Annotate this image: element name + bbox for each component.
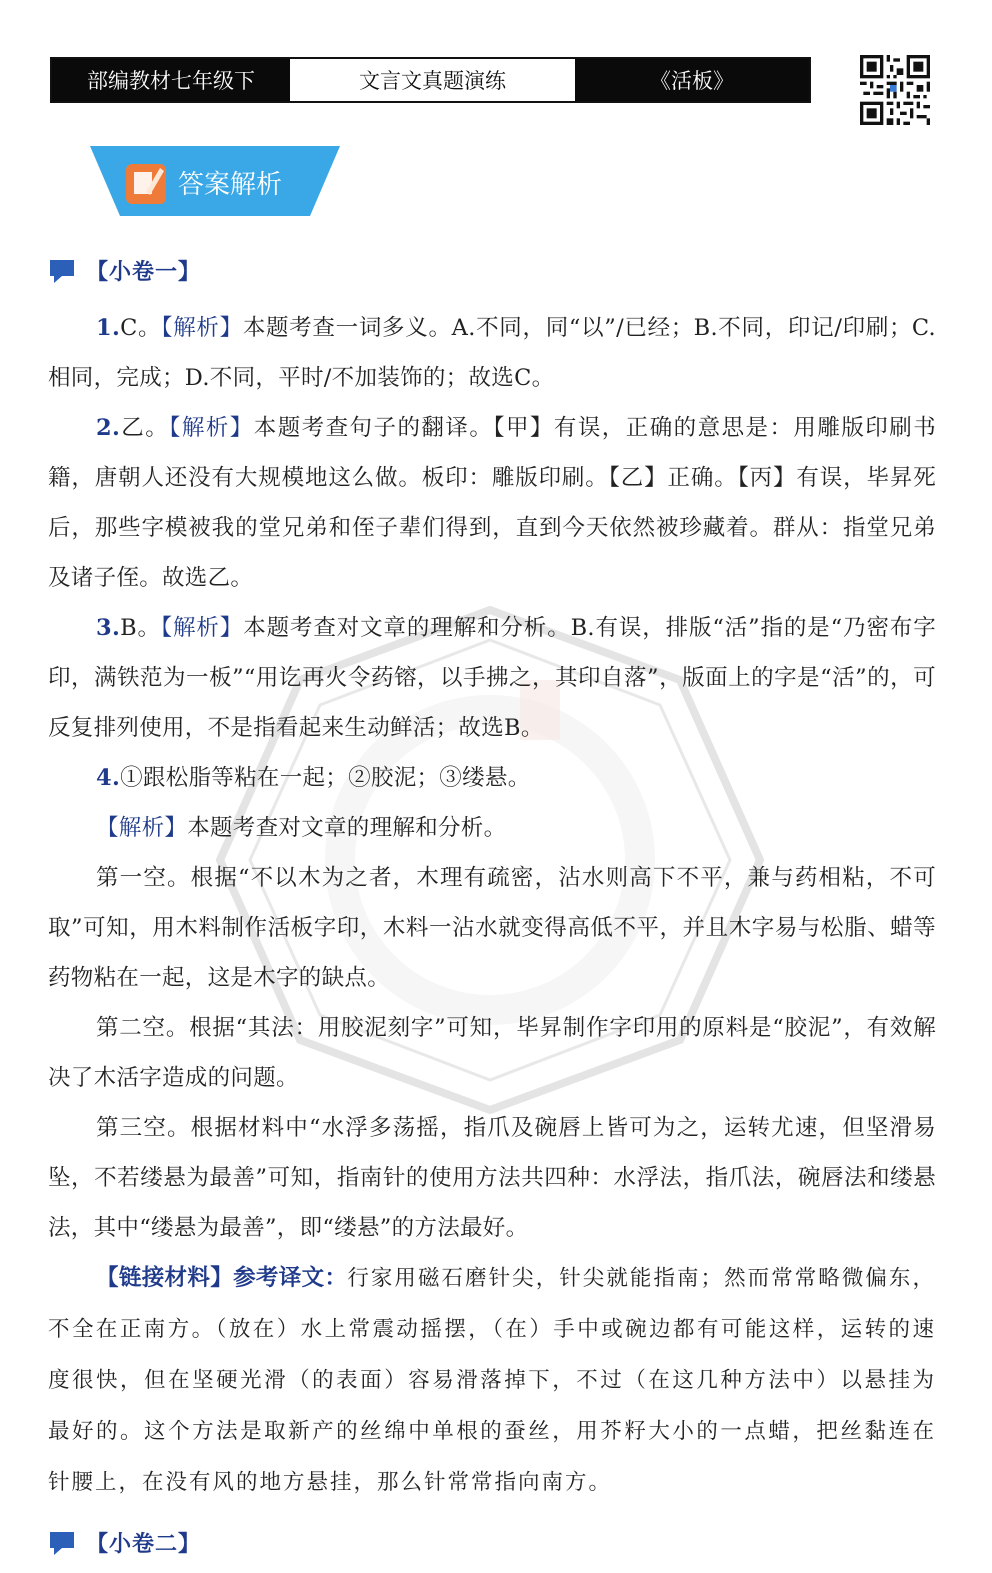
section-heading-1 (48, 255, 201, 286)
q3-number: 3. (96, 615, 121, 641)
chat-bubble-icon (48, 258, 80, 284)
header-bar (50, 57, 811, 103)
q4-text: 本题考查对文章的理解和分析。 (187, 815, 507, 841)
header-grade: 部编教材七年级下 (52, 59, 290, 101)
q1-number: 1. (96, 315, 121, 341)
q3-text: 本题考查对文章的理解和分析。B.有误，排版“活”指的是“乃密布字印，满铁范为一板”“用讫再火令药镕，以手拂之，其印自落”，版面上的字是“活”的，可反复排列使用，不是指看起来生动鲜活；故选B。 (48, 615, 937, 741)
q3-answer: B。 (120, 615, 161, 641)
q2-text: 本题考查句子的翻译。【甲】有误，正确的意思是：用雕版印刷书籍，唐朝人还没有大规模地这么做。板印：雕版印刷。【乙】正确。【丙】有误，毕昇死后，那些字模被我的堂兄弟和侄子辈们得到，直到今天依然被珍藏着。群从：指堂兄弟及诸子侄。故选乙。 (48, 415, 936, 591)
link-tag: 【链接材料】参考译文： (96, 1265, 348, 1291)
link-material (48, 1253, 936, 1508)
question-3 (48, 603, 936, 753)
q4-blank-3: 第三空。根据材料中“水浮多荡摇，指爪及碗唇上皆可为之，运转尤速，但坚滑易坠，不若缕悬为最善”可知，指南针的使用方法共四种：水浮法，指爪法，碗唇法和缕悬法，其中“缕悬为最善”，即“缕悬”的方法最好。 (48, 1115, 936, 1241)
q4-analysis (48, 803, 936, 853)
q4-blank-2: 第二空。根据“其法：用胶泥刻字”可知，毕昇制作字印用的原料是“胶泥”，有效解决了木活字造成的问题。 (48, 1015, 936, 1091)
question-1 (48, 303, 936, 403)
q3-tag: 【解析】 (160, 615, 244, 641)
q1-answer: C。 (120, 315, 162, 341)
header-lesson: 《活板》 (575, 59, 809, 101)
answer-content (48, 303, 936, 1508)
banner-title: 答案解析 (178, 170, 283, 200)
question-2 (48, 403, 936, 603)
section-label-2: 【小卷二】 (86, 1532, 202, 1557)
q4-tag: 【解析】 (96, 815, 188, 841)
q2-number: 2. (96, 415, 121, 441)
q2-answer: 乙。 (120, 415, 170, 441)
q1-tag: 【解析】 (161, 315, 243, 341)
q4-number: 4. (96, 765, 121, 791)
q2-tag: 【解析】 (169, 415, 254, 441)
chat-bubble-icon (48, 1530, 80, 1556)
q4-blank-1: 第一空。根据“不以木为之者，木理有疏密，沾水则高下不平，兼与药相粘，不可取”可知，用木料制作活板字印，木料一沾水就变得高低不平，并且木字易与松脂、蜡等药物粘在一起，这是木字的缺点。 (48, 865, 936, 991)
section-heading-2 (48, 1527, 201, 1558)
section-label-1: 【小卷一】 (86, 260, 202, 285)
question-4 (48, 753, 936, 803)
link-text: 行家用磁石磨针尖，针尖就能指南；然而常常略微偏东，不全在正南方。（放在）水上常震动摇摆，（在）手中或碗边都有可能这样，运转的速度很快，但在坚硬光滑（的表面）容易滑落掉下，不过（在这几种方法中）以悬挂为最好的。这个方法是取新产的丝绵中单根的蚕丝，用芥籽大小的一点蜡，把丝黏连在针腰上，在没有风的地方悬挂，那么针常常指向南方。 (48, 1266, 936, 1495)
q4-answer: ①跟松脂等粘在一起；②胶泥；③缕悬。 (120, 765, 531, 791)
qr-code (860, 55, 930, 125)
header-topic: 文言文真题演练 (290, 59, 575, 101)
q1-text: 本题考查一词多义。A.不同，同“以”/已经；B.不同，印记/印刷；C.相同，完成；D.不同，平时/不加装饰的；故选C。 (48, 315, 936, 391)
